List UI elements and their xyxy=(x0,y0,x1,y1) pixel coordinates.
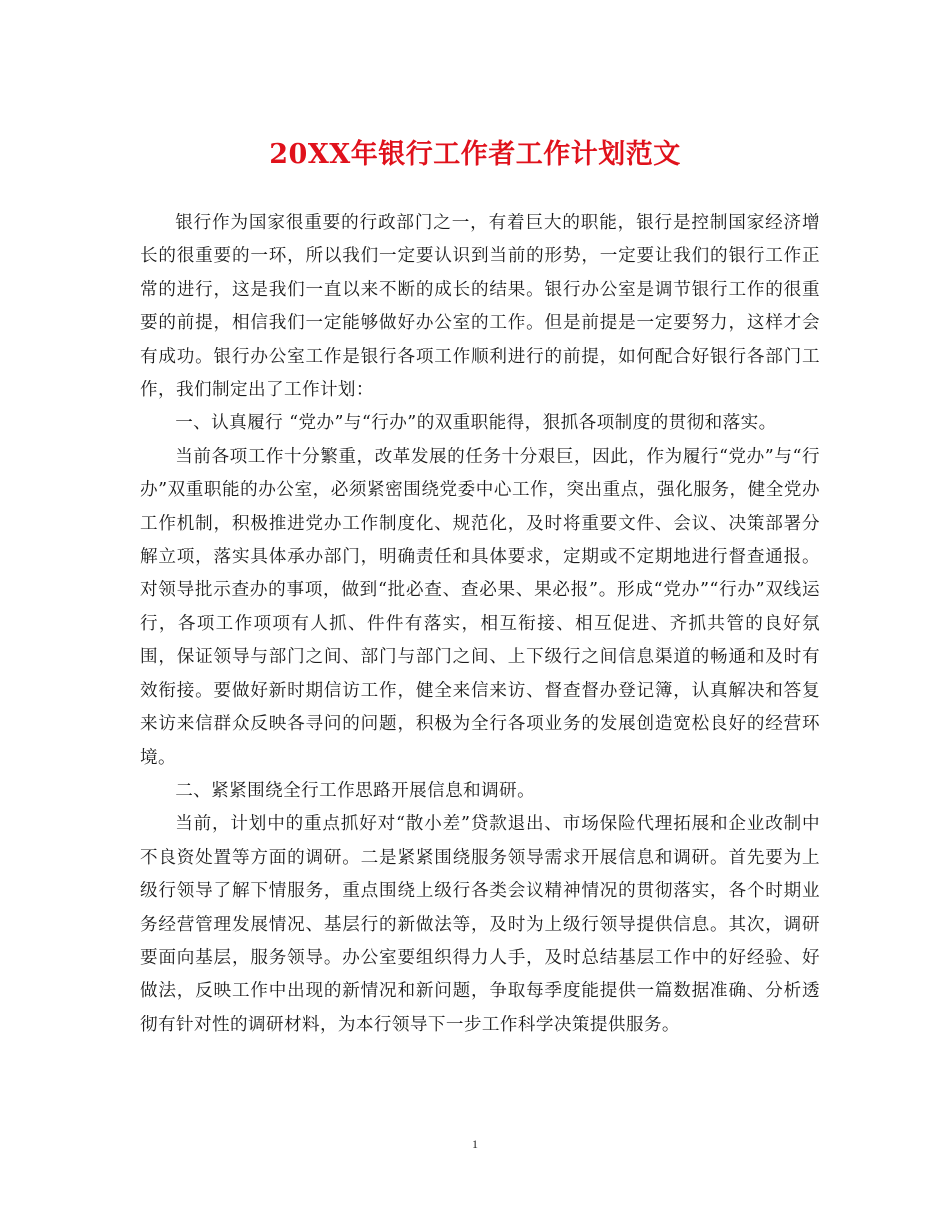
document-title: 20XX年银行工作者工作计划范文 xyxy=(269,139,681,170)
section-heading-2: 二、紧紧围绕全行工作思路开展信息和调研。 xyxy=(175,780,536,801)
page-number: 1 xyxy=(472,1137,478,1151)
section-heading-1: 一、认真履行 “党办”与“行办”的双重职能得，狠抓各项制度的贯彻和落实。 xyxy=(175,413,777,434)
paragraph-section-1: 当前各项工作十分繁重，改革发展的任务十分艰巨，因此，作为履行“党办”与“行办”双重职能的办公室，必须紧密围绕党委中心工作，突出重点，强化服务，健全党办工作机制，积极推进党办工作制度化、规范化，及时将重要文件、会议、决策部署分解立项，落实具体承办部门，明确责任和具体要求，定期或不定期地进行督查通报。对领导批示查办的事项，做到“批必查、查必果、果必报”。形成“党办”“行办”双线运行，各项工作项项有人抓、件件有落实，相互衔接、相互促进、齐抓共管的良好氛围，保证领导与部门之间、部门与部门之间、上下级行之间信息渠道的畅通和及时有效衔接。要做好新时期信访工作，健全来信来访、督查督办登记簿，认真解决和答复来访来信群众反映各寻问的问题，积极为全行各项业务的发展创造宽松良好的经营环境。 xyxy=(140,446,820,768)
paragraph-intro: 银行作为国家很重要的行政部门之一，有着巨大的职能，银行是控制国家经济增长的很重要的一环，所以我们一定要认识到当前的形势，一定要让我们的银行工作正常的进行，这是我们一直以来不断的成长的结果。银行办公室是调节银行工作的很重要的前提，相信我们一定能够做好办公室的工作。但是前提是一定要努力，这样才会有成功。银行办公室工作是银行各项工作顺利进行的前提，如何配合好银行各部门工作，我们制定出了工作计划： xyxy=(140,213,820,401)
paragraph-section-2: 当前，计划中的重点抓好对“散小差”贷款退出、市场保险代理拓展和企业改制中不良资处置等方面的调研。二是紧紧围绕服务领导需求开展信息和调研。首先要为上级行领导了解下情服务，重点围绕上级行各类会议精神情况的贯彻落实，各个时期业务经营管理发展情况、基层行的新做法等，及时为上级行领导提供信息。其次，调研要面向基层，服务领导。办公室要组织得力人手，及时总结基层工作中的好经验、好做法，反映工作中出现的新情况和新问题，争取每季度能提供一篇数据准确、分析透彻有针对性的调研材料，为本行领导下一步工作科学决策提供服务。 xyxy=(140,814,820,1035)
document-body xyxy=(140,207,820,1042)
